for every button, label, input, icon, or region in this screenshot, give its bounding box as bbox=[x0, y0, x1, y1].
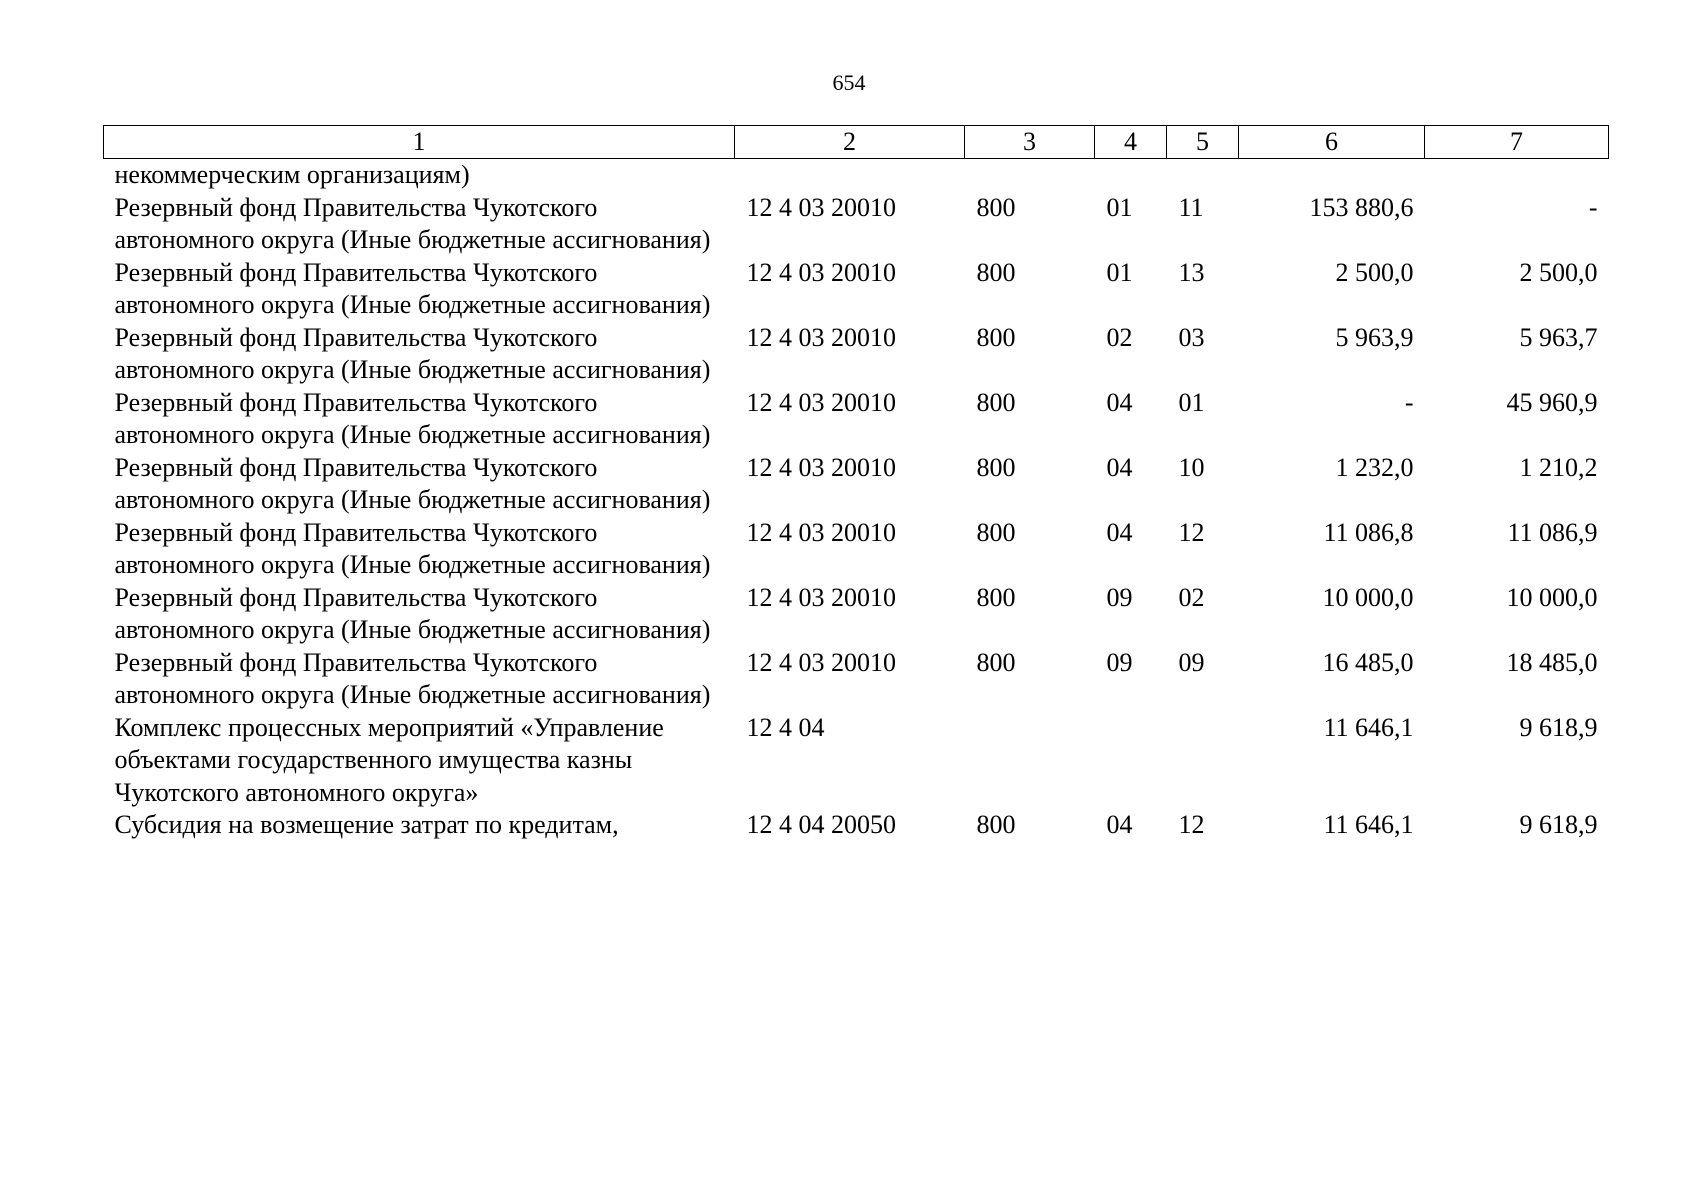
row-name: Резервный фонд Правительства Чукотского автономного округа (Иные бюджетные ассигнования) bbox=[114, 452, 711, 514]
row-amount-2: 10 000,0 bbox=[1506, 582, 1598, 612]
column-header-1: 1 bbox=[104, 126, 735, 159]
row-name: Комплекс процессных мероприятий «Управление объектами государственного имущества казны Чукотского автономного округа» bbox=[114, 712, 664, 807]
row-section: 02 bbox=[1106, 322, 1133, 352]
table-row bbox=[104, 582, 1609, 647]
table-row bbox=[104, 257, 1609, 322]
table-row bbox=[104, 452, 1609, 517]
row-subsection: 12 bbox=[1178, 810, 1205, 839]
row-subsection: 09 bbox=[1178, 647, 1205, 677]
column-header-4: 4 bbox=[1095, 126, 1167, 159]
row-name: Резервный фонд Правительства Чукотского автономного округа (Иные бюджетные ассигнования) bbox=[114, 582, 711, 644]
table-row bbox=[104, 159, 1609, 192]
row-name: Резервный фонд Правительства Чукотского автономного округа (Иные бюджетные ассигнования) bbox=[114, 517, 711, 579]
page-number: 654 bbox=[832, 70, 866, 95]
table-row bbox=[104, 712, 1609, 810]
row-subsection bbox=[1167, 159, 1239, 192]
row-section: 04 bbox=[1106, 387, 1133, 417]
column-header-5: 5 bbox=[1167, 126, 1239, 159]
table-row bbox=[104, 192, 1609, 257]
row-amount-1: 1 232,0 bbox=[1335, 452, 1414, 482]
row-expense-type: 800 bbox=[976, 647, 1016, 677]
row-amount-1: 2 500,0 bbox=[1335, 257, 1414, 287]
row-subsection: 01 bbox=[1178, 387, 1205, 417]
row-expense-type: 800 bbox=[976, 452, 1016, 482]
row-amount-2: 9 618,9 bbox=[1519, 712, 1598, 742]
table-row bbox=[104, 517, 1609, 582]
row-expense-type: 800 bbox=[976, 810, 1016, 839]
row-expense-type: 800 bbox=[976, 257, 1016, 287]
table-row bbox=[104, 322, 1609, 387]
row-amount-2: 1 210,2 bbox=[1519, 452, 1598, 482]
row-amount-2 bbox=[1425, 159, 1609, 192]
row-name: Субсидия на возмещение затрат по кредитам, bbox=[114, 810, 619, 839]
table-body bbox=[104, 159, 1609, 842]
row-subsection bbox=[1167, 712, 1239, 810]
row-code: 12 4 04 bbox=[746, 712, 825, 742]
column-header-3: 3 bbox=[965, 126, 1095, 159]
row-section bbox=[1095, 159, 1167, 192]
row-subsection: 10 bbox=[1178, 452, 1205, 482]
row-code: 12 4 03 20010 bbox=[746, 647, 896, 677]
row-amount-1: 11 646,1 bbox=[1323, 712, 1414, 742]
row-subsection: 03 bbox=[1178, 322, 1205, 352]
row-amount-1: 10 000,0 bbox=[1322, 582, 1414, 612]
row-section: 04 bbox=[1106, 517, 1133, 547]
row-expense-type: 800 bbox=[976, 322, 1016, 352]
row-amount-1: 153 880,6 bbox=[1309, 192, 1414, 222]
row-code: 12 4 03 20010 bbox=[746, 192, 896, 222]
row-code: 12 4 03 20010 bbox=[746, 452, 896, 482]
row-name: Резервный фонд Правительства Чукотского автономного округа (Иные бюджетные ассигнования) bbox=[114, 647, 711, 709]
row-section bbox=[1095, 712, 1167, 810]
row-name: Резервный фонд Правительства Чукотского автономного округа (Иные бюджетные ассигнования) bbox=[114, 257, 711, 319]
row-section: 04 bbox=[1106, 810, 1133, 839]
row-amount-2: 9 618,9 bbox=[1519, 810, 1598, 839]
row-name: Резервный фонд Правительства Чукотского автономного округа (Иные бюджетные ассигнования) bbox=[114, 387, 711, 449]
table-row bbox=[104, 809, 1609, 842]
column-header-7: 7 bbox=[1425, 126, 1609, 159]
row-code: 12 4 03 20010 bbox=[746, 582, 896, 612]
table-row bbox=[104, 647, 1609, 712]
row-expense-type: 800 bbox=[976, 582, 1016, 612]
row-name: некоммерческим организациям) bbox=[114, 160, 470, 189]
column-header-6: 6 bbox=[1239, 126, 1425, 159]
row-name: Резервный фонд Правительства Чукотского автономного округа (Иные бюджетные ассигнования) bbox=[114, 322, 711, 384]
row-code: 12 4 03 20010 bbox=[746, 322, 896, 352]
row-expense-type bbox=[965, 712, 1095, 810]
row-subsection: 02 bbox=[1178, 582, 1205, 612]
row-amount-1: 11 646,1 bbox=[1323, 810, 1414, 839]
row-section: 01 bbox=[1106, 192, 1133, 222]
table-row bbox=[104, 387, 1609, 452]
row-amount-2: 18 485,0 bbox=[1506, 647, 1598, 677]
row-code bbox=[735, 159, 965, 192]
row-section: 04 bbox=[1106, 452, 1133, 482]
row-subsection: 11 bbox=[1178, 192, 1204, 222]
row-amount-1: - bbox=[1404, 387, 1414, 417]
row-subsection: 12 bbox=[1178, 517, 1205, 547]
row-amount-1: 11 086,8 bbox=[1323, 517, 1414, 547]
row-expense-type: 800 bbox=[976, 517, 1016, 547]
row-section: 01 bbox=[1106, 257, 1133, 287]
row-amount-2: 2 500,0 bbox=[1519, 257, 1598, 287]
table-header-row bbox=[104, 126, 1609, 159]
row-code: 12 4 03 20010 bbox=[746, 257, 896, 287]
row-expense-type bbox=[965, 159, 1095, 192]
row-section: 09 bbox=[1106, 647, 1133, 677]
row-expense-type: 800 bbox=[976, 387, 1016, 417]
row-code: 12 4 04 20050 bbox=[746, 810, 896, 839]
row-amount-2: 45 960,9 bbox=[1506, 387, 1598, 417]
row-name: Резервный фонд Правительства Чукотского автономного округа (Иные бюджетные ассигнования) bbox=[114, 192, 711, 254]
row-amount-2: 5 963,7 bbox=[1519, 322, 1598, 352]
row-section: 09 bbox=[1106, 582, 1133, 612]
row-amount-2: - bbox=[1588, 192, 1598, 222]
row-amount-1: 5 963,9 bbox=[1335, 322, 1414, 352]
row-code: 12 4 03 20010 bbox=[746, 387, 896, 417]
row-expense-type: 800 bbox=[976, 192, 1016, 222]
row-amount-2: 11 086,9 bbox=[1507, 517, 1598, 547]
row-amount-1 bbox=[1239, 159, 1425, 192]
row-code: 12 4 03 20010 bbox=[746, 517, 896, 547]
budget-table bbox=[103, 125, 1609, 842]
row-amount-1: 16 485,0 bbox=[1322, 647, 1414, 677]
column-header-2: 2 bbox=[735, 126, 965, 159]
row-subsection: 13 bbox=[1178, 257, 1205, 287]
